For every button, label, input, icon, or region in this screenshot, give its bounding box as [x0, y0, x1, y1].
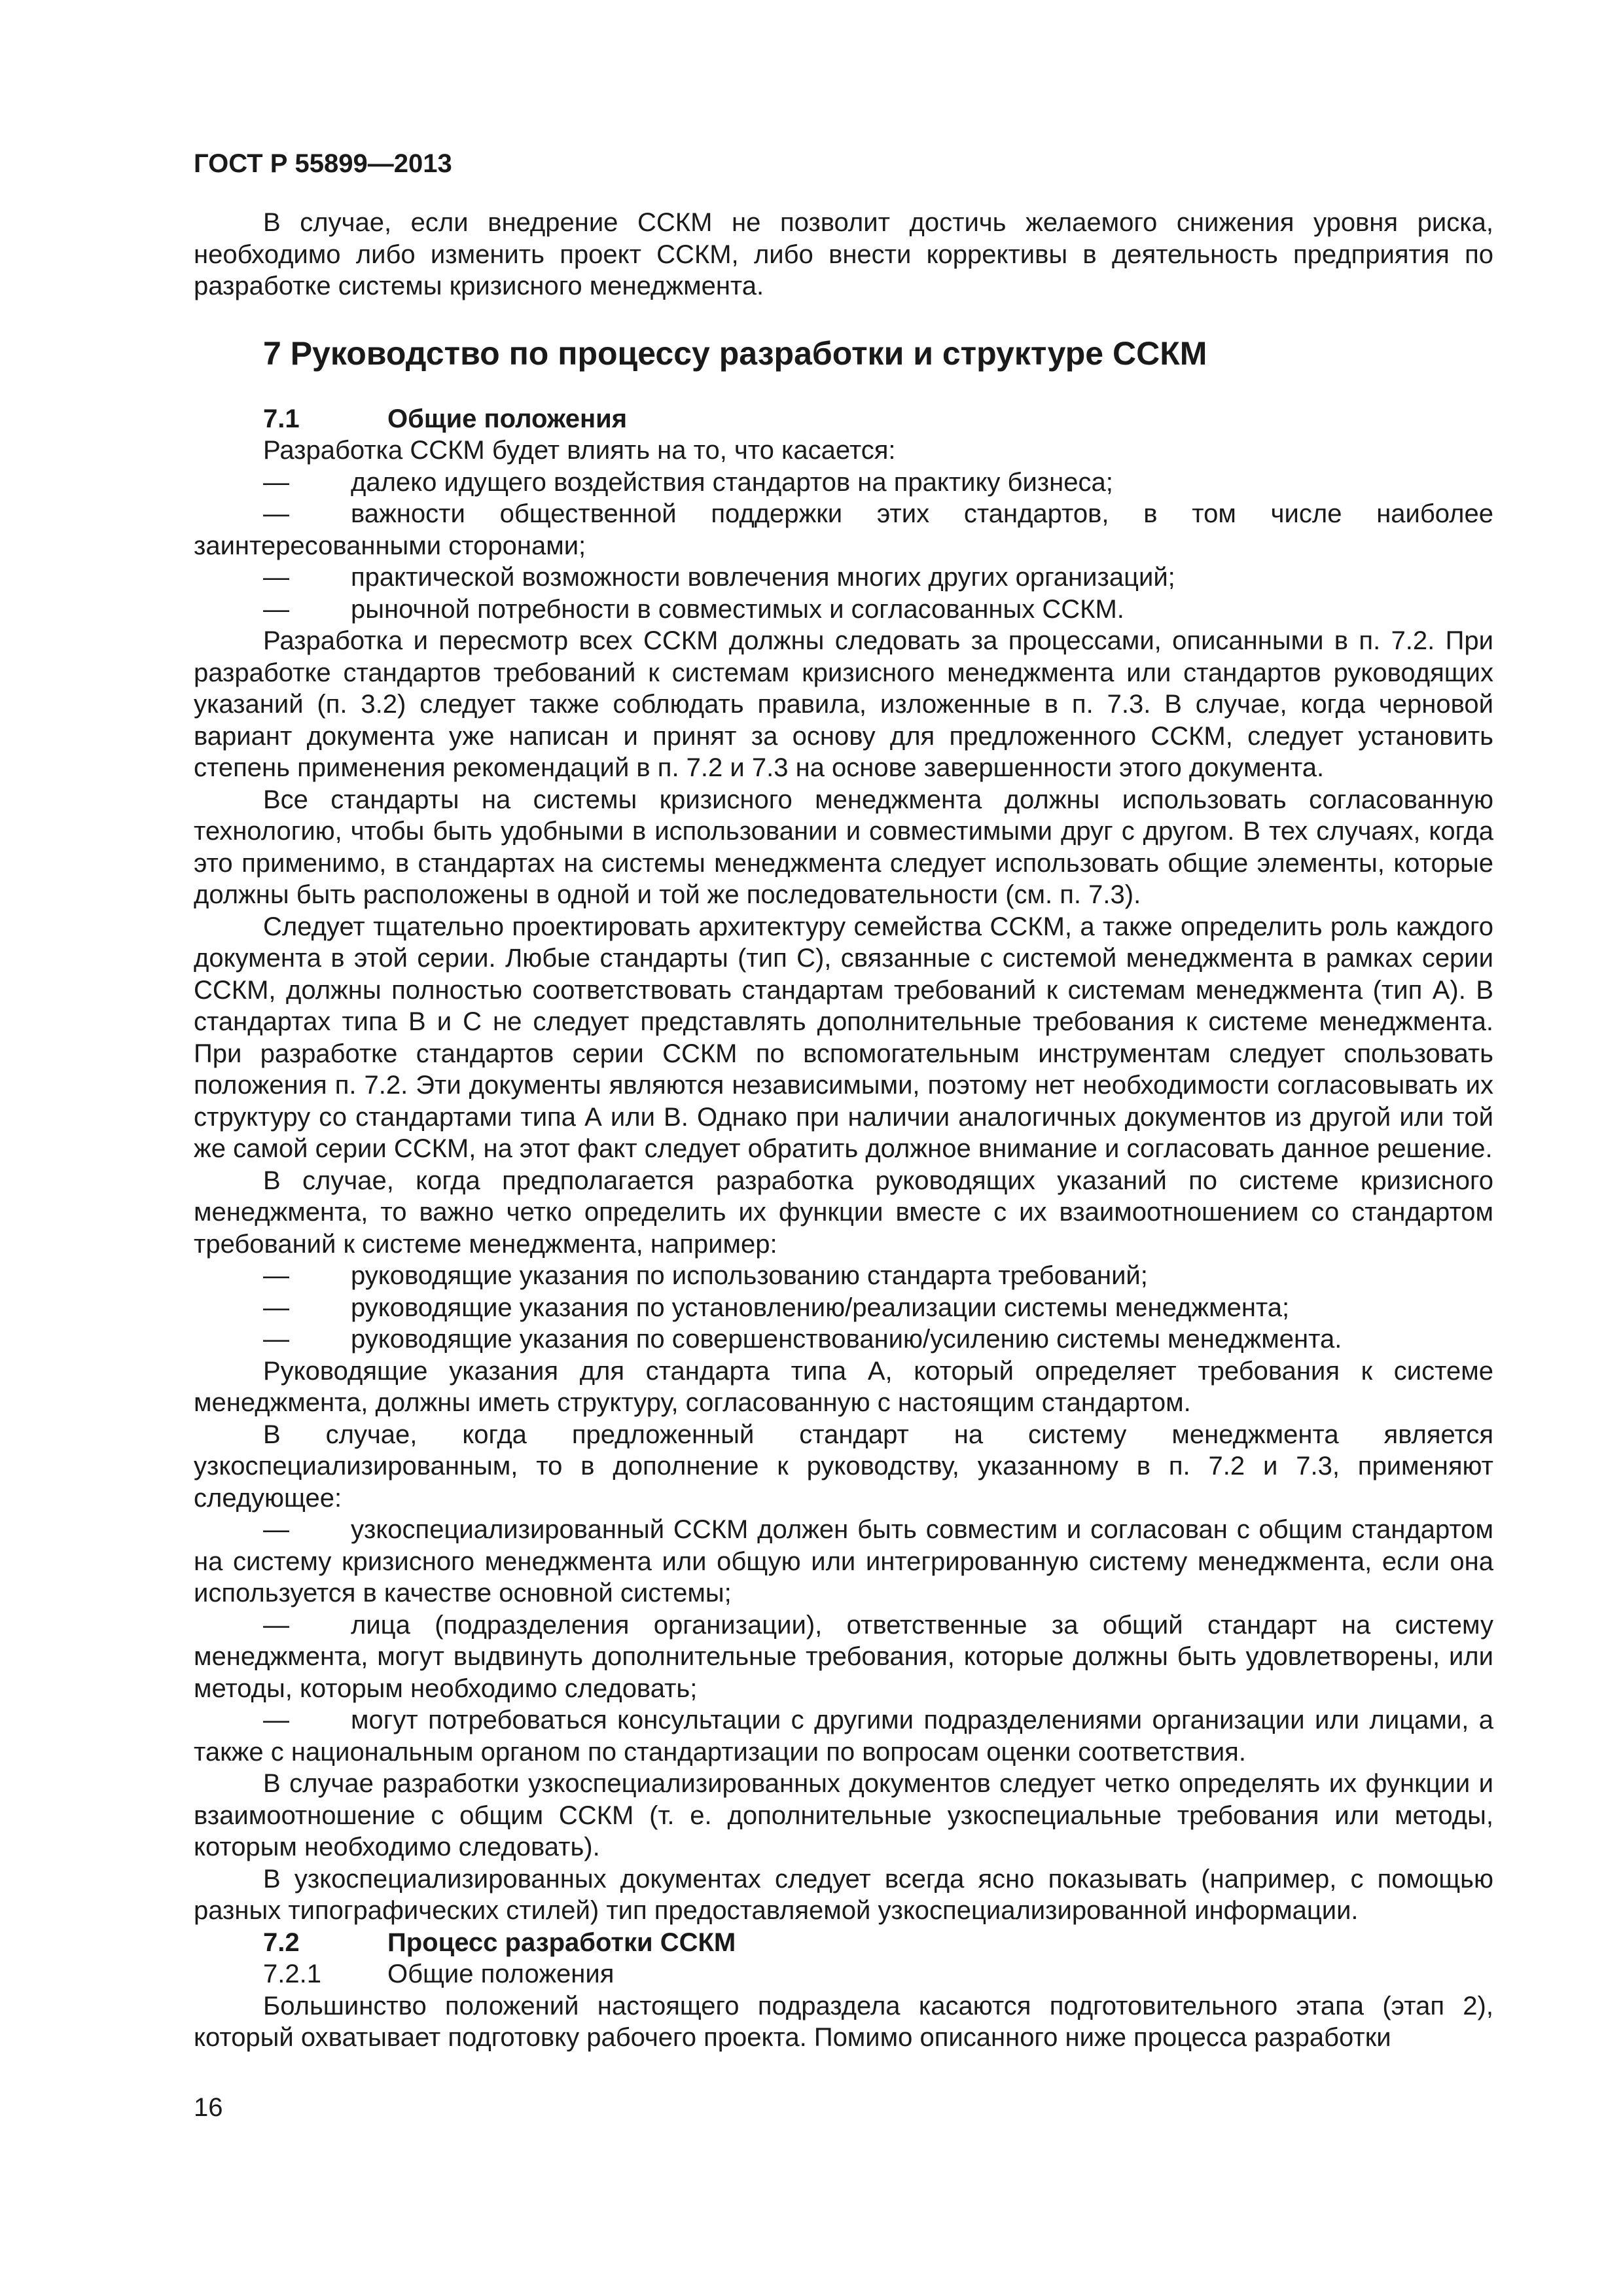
list-item [194, 1704, 1493, 1768]
intro-paragraph: В случае, если внедрение ССКМ не позволит достичь желаемого снижения уровня риска, необходимо либо изменить проект ССКМ, либо внести коррективы в деятельность предприятия по разработке системы кризисного менеджмента. [194, 208, 1493, 300]
document-body [194, 207, 1493, 2054]
dash-bullet: — [263, 563, 289, 592]
paragraph: В случае, когда предложенный стандарт на систему менеджмента является узкоспециализированным, то в дополнение к руководству, указанному в п. 7.2 и 7.3, применяют следующее: [194, 1420, 1493, 1513]
paragraph: Следует тщательно проектировать архитектуру семейства ССКМ, а также определить роль каждого документа в этой серии. Любые стандарты (тип С), связанные с системой менеджмента в рамках серии ССКМ, должны полностью соответствовать стандартам требований к системам менеджмента (тип А). В стандартах типа В и С не следует представлять дополнительные требования к системе менеджмента. При разработке стандартов серии ССКМ по вспомогательным инструментам следует спользовать положения п. 7.2. Эти документы являются независимыми, поэтому нет необходимости согласовывать их структуру со стандартами типа А или В. Однако при наличии аналогичных документов из другой или той же самой серии ССКМ, на этот факт следует обратить должное внимание и согласовать данное решение. [194, 912, 1493, 1163]
section-number: 7.2.1 [263, 1960, 321, 1988]
list-item-text: важности общественной поддержки этих стандартов, в том числе наиболее заинтересованными сторонами; [194, 499, 1493, 560]
paragraph: Большинство положений настоящего подраздела касаются подготовительного этапа (этап 2), который охватывает подготовку рабочего проекта. Помимо описанного ниже процесса разработки [194, 1991, 1493, 2052]
list-item [194, 467, 1493, 499]
list-item [194, 1514, 1493, 1609]
list-item-text: лица (подразделения организации), ответственные за общий стандарт на систему менеджмента, могут выдвинуть дополнительные требования, которые должны быть удовлетворены, или методы, которым необходимо следовать; [194, 1610, 1493, 1703]
page-number: 16 [194, 2093, 223, 2122]
list-item-text: далеко идущего воздействия стандартов на практику бизнеса; [351, 467, 1113, 497]
paragraph: В узкоспециализированных документах следует всегда ясно показывать (например, с помощью разных типографических стилей) тип предоставляемой узкоспециализированной информации. [194, 1864, 1493, 1925]
dash-bullet: — [263, 1325, 289, 1354]
section-number: 7.2 [263, 1928, 300, 1957]
list-item [194, 594, 1493, 626]
section-title: Процесс разработки ССКМ [387, 1928, 736, 1957]
list-item-text: рыночной потребности в совместимых и согласованных ССКМ. [351, 594, 1124, 624]
paragraph: В случае разработки узкоспециализированных документов следует четко определять их функции и взаимоотношение с общим ССКМ (т. е. дополнительные узкоспециальные требования или методы, которым необходимо следовать). [194, 1769, 1493, 1861]
document-page [194, 148, 1493, 2111]
dash-bullet: — [263, 1610, 289, 1640]
dash-bullet: — [263, 1293, 289, 1322]
dash-bullet: — [263, 1706, 289, 1734]
dash-bullet: — [263, 594, 289, 624]
list-item-text: руководящие указания по установлению/реализации системы менеджмента; [351, 1293, 1290, 1322]
paragraph: В случае, когда предполагается разработка руководящих указаний по системе кризисного менеджмента, то важно четко определить их функции вместе с их взаимоотношением со стандартом требований к системе менеджмента, например: [194, 1166, 1493, 1259]
section-7-1-heading [263, 403, 1493, 435]
paragraph: Разработка ССКМ будет влиять на то, что касается: [263, 436, 896, 465]
list-item [194, 562, 1493, 594]
paragraph: Руководящие указания для стандарта типа А, который определяет требования к системе менеджмента, должны иметь структуру, согласованную с настоящим стандартом. [194, 1356, 1493, 1417]
section-7-heading: 7 Руководство по процессу разработки и структуре ССКМ [263, 334, 1207, 372]
paragraph: Все стандарты на системы кризисного менеджмента должны использовать согласованную технологию, чтобы быть удобными в использовании и совместимыми друг с другом. В тех случаях, когда это применимо, в стандартах на системы менеджмента следует использовать общие элементы, которые должны быть расположены в одной и той же последовательности (см. п. 7.3). [194, 785, 1493, 909]
list-item-text: руководящие указания по совершенствованию/усилению системы менеджмента. [351, 1325, 1342, 1354]
section-title: Общие положения [387, 404, 628, 433]
dash-bullet: — [263, 467, 289, 497]
section-7-2-heading [263, 1927, 1493, 1959]
list-item [194, 498, 1493, 562]
dash-bullet: — [263, 1261, 289, 1290]
list-item [194, 1292, 1493, 1324]
list-item-text: практической возможности вовлечения многих других организаций; [351, 563, 1175, 592]
section-7-2-1-heading [263, 1958, 1493, 1990]
section-title: Общие положения [387, 1960, 615, 1988]
list-item-text: могут потребоваться консультации с другими подразделениями организации или лицами, а также с национальным органом по стандартизации по вопросам оценки соответствия. [194, 1706, 1493, 1767]
list-item [194, 1260, 1493, 1292]
section-number: 7.1 [263, 404, 300, 433]
paragraph: Разработка и пересмотр всех ССКМ должны следовать за процессами, описанными в п. 7.2. При разработке стандартов требований к системам кризисного менеджмента или стандартов руководящих указаний (п. 3.2) следует также соблюдать правила, изложенные в п. 7.3. В случае, когда черновой вариант документа уже написан и принят за основу для предложенного ССКМ, следует установить степень применения рекомендаций в п. 7.2 и 7.3 на основе завершенности этого документа. [194, 626, 1493, 782]
dash-bullet: — [263, 499, 289, 528]
list-item-text: узкоспециализированный ССКМ должен быть совместим и согласован с общим стандартом на систему кризисного менеджмента или общую или интегрированную систему менеджмента, если она используется в качестве основной системы; [194, 1515, 1493, 1607]
list-item-text: руководящие указания по использованию стандарта требований; [351, 1261, 1148, 1290]
list-item [194, 1609, 1493, 1705]
standard-id-header: ГОСТ Р 55899—2013 [194, 149, 452, 178]
list-item [194, 1323, 1493, 1355]
dash-bullet: — [263, 1515, 289, 1544]
